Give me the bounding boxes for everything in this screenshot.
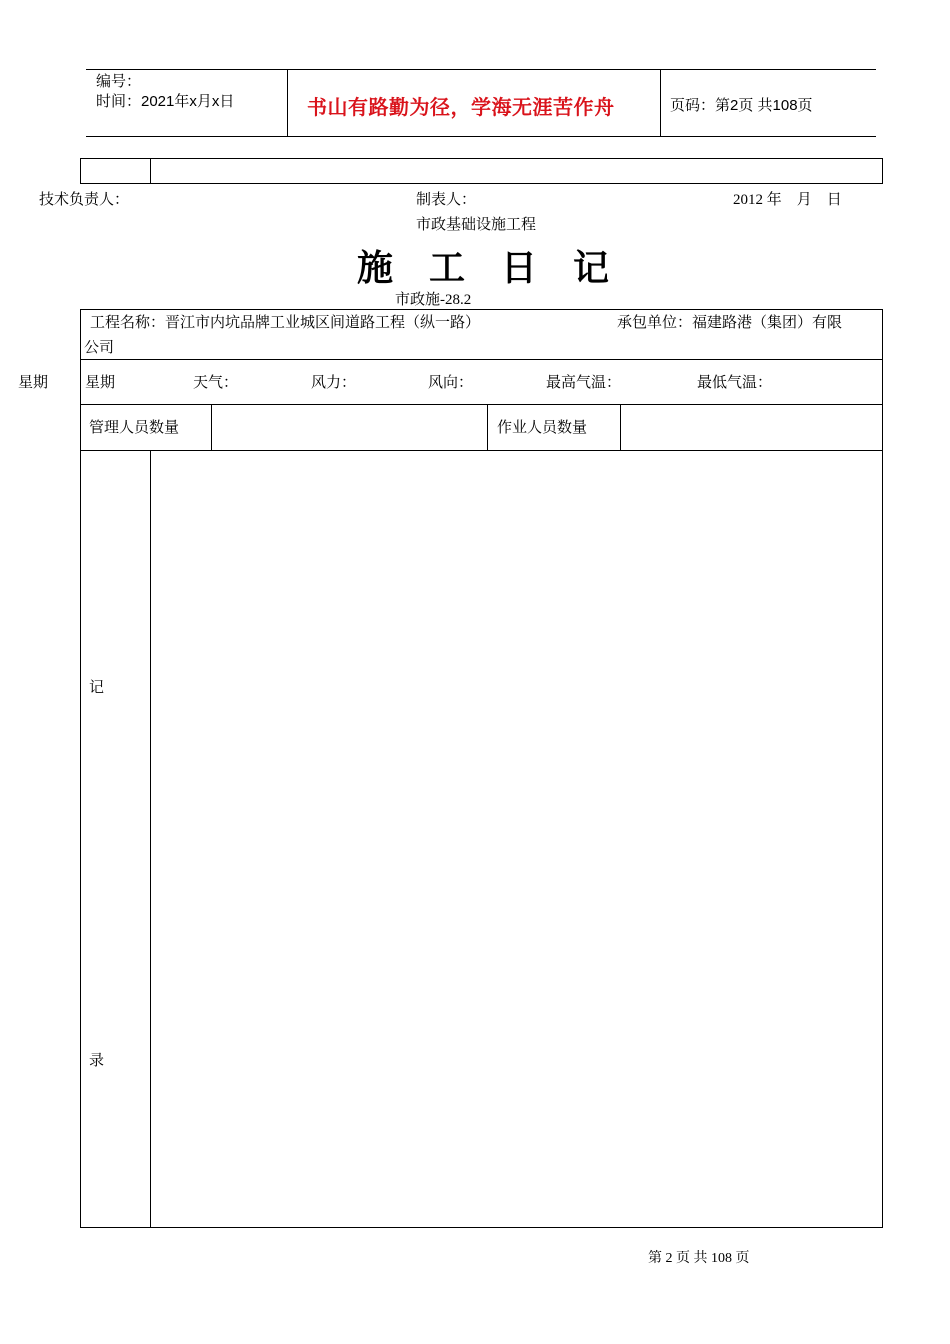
weekday-label: 星期 <box>85 375 116 391</box>
main-table <box>80 309 883 1228</box>
count-divider-2 <box>487 404 488 450</box>
wind-direction-label: 风向： <box>428 375 474 391</box>
record-label-char-2: 录 <box>89 1053 105 1069</box>
wind-force-label: 风力： <box>311 375 357 391</box>
management-count-label: 管理人员数量 <box>89 420 180 436</box>
title-char: 记 <box>572 247 609 289</box>
header-top-border <box>86 69 876 70</box>
row-divider-1 <box>80 359 883 360</box>
page-number-label: 页码：第2页 共108页 <box>670 97 813 114</box>
header-divider-right <box>660 69 661 136</box>
tech-lead-label: 技术负责人： <box>39 192 130 208</box>
row-divider-3 <box>80 450 883 451</box>
count-divider-1 <box>211 404 212 450</box>
project-name-label: 工程名称：晋江市内坑品牌工业城区间道路工程（纵一路） <box>90 315 481 331</box>
title-char: 工 <box>428 247 465 289</box>
count-divider-3 <box>620 404 621 450</box>
record-divider <box>150 450 151 1228</box>
worker-count-label: 作业人员数量 <box>497 420 588 436</box>
header-divider-left <box>287 69 288 136</box>
motto-text: 书山有路勤为径，学海无涯苦作舟 <box>307 95 615 119</box>
contractor-label: 承包单位：福建路港（集团）有限 <box>617 315 843 331</box>
form-category: 市政基础设施工程 <box>416 217 537 233</box>
serial-number-label: 编号： <box>96 73 142 90</box>
contractor-label-cont: 公司 <box>84 340 115 356</box>
form-title <box>339 240 627 291</box>
outside-weekday-label: 星期 <box>18 375 49 391</box>
date-label: 2012 年 月 日 <box>733 192 842 208</box>
min-temp-label: 最低气温： <box>697 375 773 391</box>
row-divider-2 <box>80 404 883 405</box>
preparer-label: 制表人： <box>416 192 477 208</box>
blank-row <box>80 158 883 184</box>
blank-row-divider <box>150 158 151 184</box>
title-char: 日 <box>500 247 537 289</box>
footer-page-number: 第 2 页 共 108 页 <box>648 1251 750 1266</box>
title-char: 施 <box>356 247 393 289</box>
max-temp-label: 最高气温： <box>546 375 622 391</box>
form-code: 市政施-28.2 <box>395 292 472 308</box>
time-label: 时间：2021年x月x日 <box>96 93 235 110</box>
header-bottom-border <box>86 136 876 137</box>
weather-label: 天气： <box>193 375 239 391</box>
record-label-char-1: 记 <box>89 680 105 696</box>
